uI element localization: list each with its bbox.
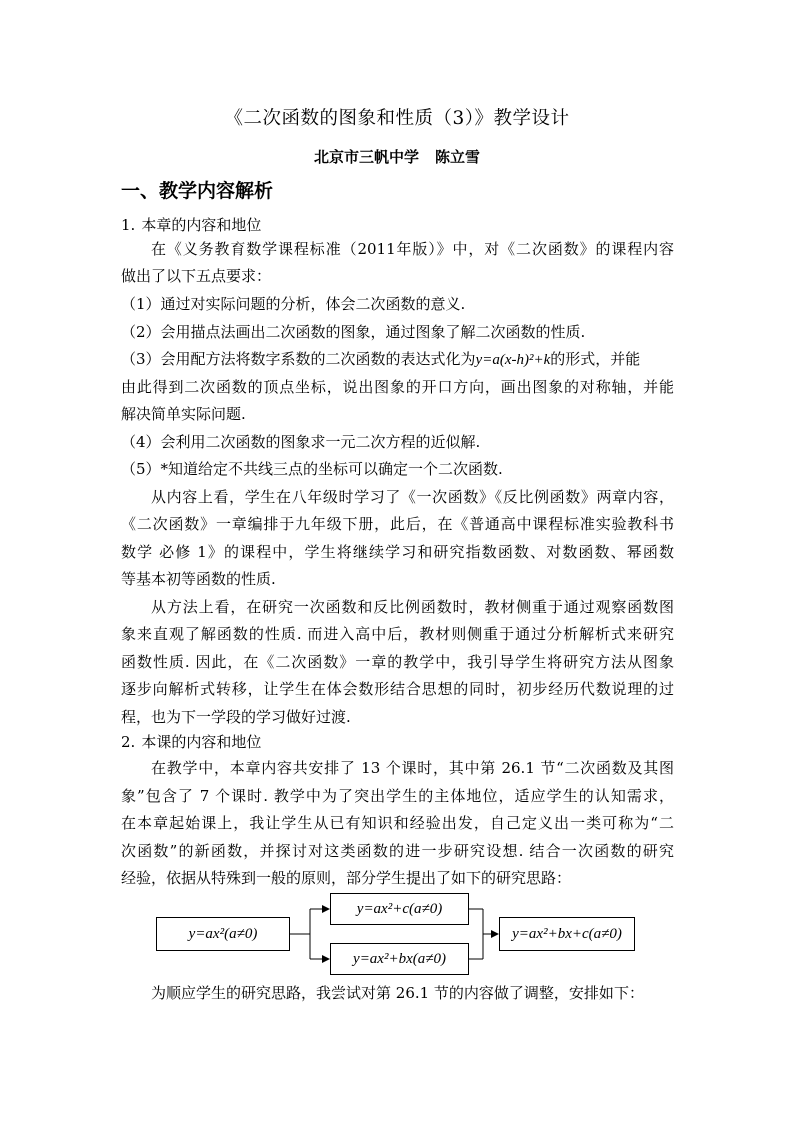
paragraph-line: 象来直观了解函数的性质. 而进入高中后，教材则侧重于通过分析解析式来研究 bbox=[121, 625, 674, 643]
subsection-number: 1. bbox=[121, 216, 136, 234]
paragraph-line: 数学 必修 1》的课程中，学生将继续学习和研究指数函数、对数函数、幂函数 bbox=[121, 543, 674, 561]
requirement-item: （4）会利用二次函数的图象求一元二次方程的近似解. bbox=[121, 433, 481, 451]
diagram-box-upper: y=ax²+c(a≠0) bbox=[330, 893, 469, 925]
paragraph-line: 在本章起始课上，我让学生从已有知识和经验出发，自己定义出一类可称为“二 bbox=[121, 814, 674, 832]
paragraph-line: 经验，依据从特殊到一般的原则，部分学生提出了如下的研究思路： bbox=[121, 869, 572, 887]
author-school: 北京市三帆中学 bbox=[313, 148, 419, 166]
paragraph-line: 《二次函数》一章编排于九年级下册，此后，在《普通高中课程标准实验教科书 bbox=[121, 515, 674, 533]
paragraph-line: 象”包含了 7 个课时. 教学中为了突出学生的主体地位，适应学生的认知需求， bbox=[121, 787, 674, 805]
paragraph-line: 等基本初等函数的性质. bbox=[121, 570, 276, 588]
paragraph-line: 函数性质. 因此，在《二次函数》一章的教学中，我引导学生将研究方法从图象 bbox=[121, 653, 674, 671]
paragraph-line: 从内容上看，学生在八年级时学习了《一次函数》《反比例函数》两章内容， bbox=[151, 488, 674, 506]
author-name: 陈立雪 bbox=[435, 148, 481, 166]
subsection-title: 本章的内容和地位 bbox=[141, 216, 262, 234]
paragraph-line: 做出了以下五点要求： bbox=[121, 267, 272, 285]
diagram-box-lower: y=ax²+bx(a≠0) bbox=[330, 943, 469, 975]
subsection-heading-2 bbox=[121, 731, 261, 752]
requirement-item: （2）会用描点法画出二次函数的图象，通过图象了解二次函数的性质. bbox=[121, 323, 586, 341]
paragraph-line: 在《义务教育数学课程标准（2011年版）》中，对《二次函数》的课程内容 bbox=[151, 240, 674, 258]
requirement-item: 由此得到二次函数的顶点坐标，说出图象的开口方向，画出图象的对称轴，并能 bbox=[121, 378, 674, 396]
vertex-form-formula: y=a(x-h)²+k bbox=[475, 352, 551, 368]
paragraph-line: 逐步向解析式转移，让学生在体会数形结合思想的同时，初步经历代数说理的过 bbox=[121, 680, 674, 698]
paragraph-line: 从方法上看，在研究一次函数和反比例函数时，教材侧重于通过观察函数图 bbox=[151, 598, 674, 616]
paragraph-line: 为顺应学生的研究思路，我尝试对第 26.1 节的内容做了调整，安排如下： bbox=[151, 984, 644, 1002]
paragraph-line: 程，也为下一学段的学习做好过渡. bbox=[121, 708, 351, 726]
requirement-item: （5）*知道给定不共线三点的坐标可以确定一个二次函数. bbox=[121, 460, 503, 478]
requirement-text: （3）会用配方法将数字系数的二次函数的表达式化为 bbox=[121, 350, 476, 368]
requirement-item bbox=[121, 348, 674, 371]
section-heading: 一、教学内容解析 bbox=[121, 180, 274, 202]
author-line bbox=[0, 146, 794, 167]
subsection-title: 本课的内容和地位 bbox=[141, 733, 262, 751]
subsection-number: 2. bbox=[121, 733, 136, 751]
subsection-heading-1 bbox=[121, 214, 261, 235]
requirement-item: 解决简单实际问题. bbox=[121, 405, 246, 423]
paragraph-line: 次函数”的新函数，并探讨对这类函数的进一步研究设想. 结合一次函数的研究 bbox=[121, 842, 674, 860]
diagram-box-end: y=ax²+bx+c(a≠0) bbox=[499, 917, 635, 951]
requirement-item: （1）通过对实际问题的分析，体会二次函数的意义. bbox=[121, 295, 466, 313]
document-title: 《二次函数的图象和性质（3）》教学设计 bbox=[224, 108, 570, 129]
diagram-box-start: y=ax²(a≠0) bbox=[156, 917, 290, 951]
requirement-text: 的形式，并能 bbox=[550, 350, 641, 368]
paragraph-line: 在教学中，本章内容共安排了 13 个课时，其中第 26.1 节“二次函数及其图 bbox=[151, 759, 674, 777]
